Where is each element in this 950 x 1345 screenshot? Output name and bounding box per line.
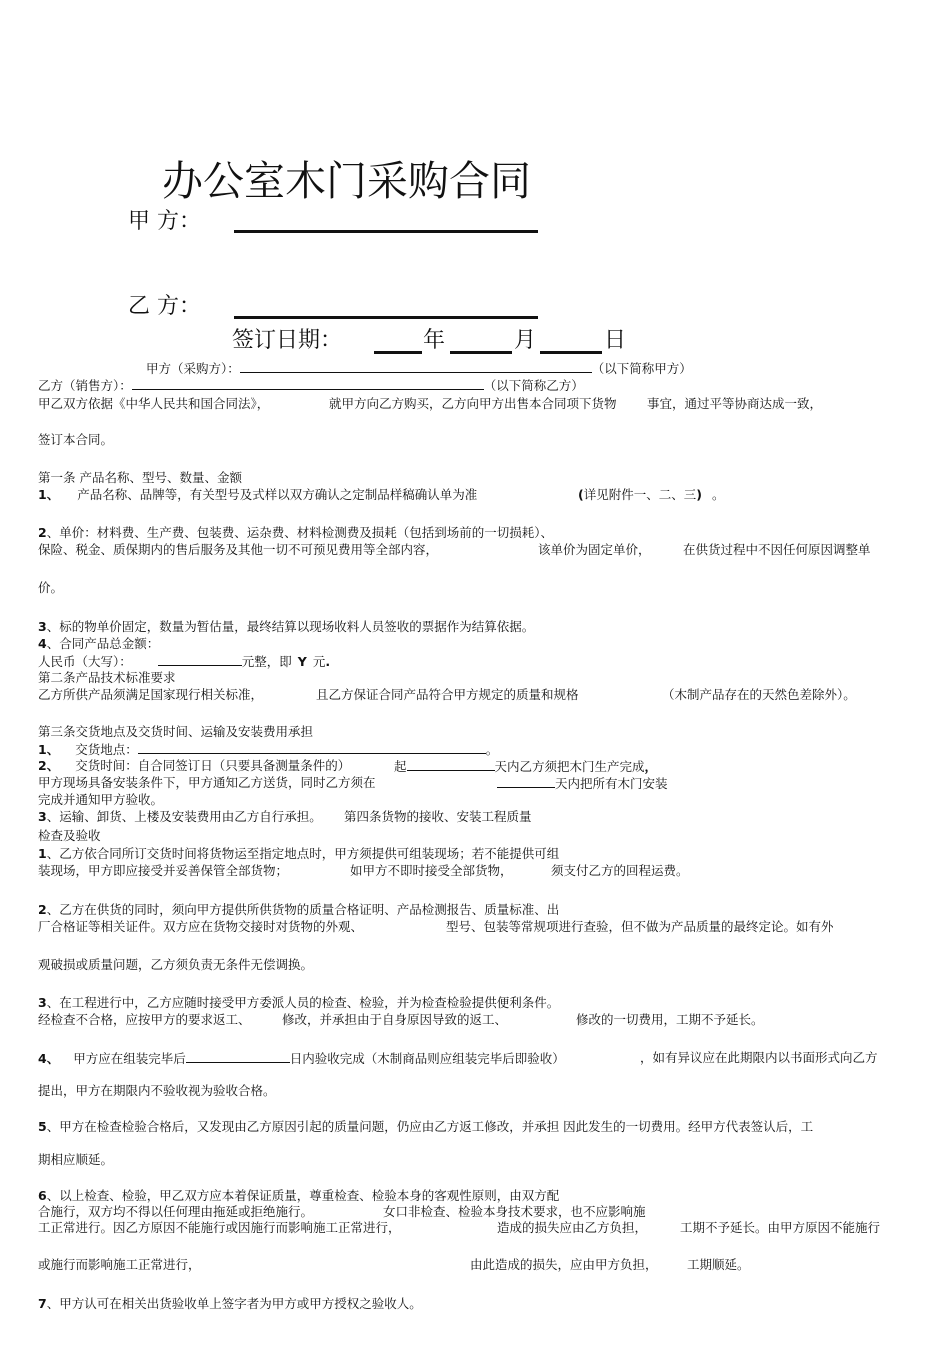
art4-p7-text: 、甲方认可在相关出货验收单上签字者为甲方或甲方授权之验收人。 [46,1296,422,1311]
art4-p2-line3: 观破损或质量问题，乙方须负责无条件无偿调换。 [38,957,314,972]
art1-p2-line2a: 保险、税金、质保期内的售后服务及其他一切不可预见费用等全部内容， [38,542,439,557]
production-days-field[interactable] [407,758,495,771]
art4-p5-num: 5 [38,1119,47,1134]
art4-p4-text-c: ，如有异议应在此期限内以书面形式向乙方 [640,1050,878,1065]
art4-p6-line2b: 女口非检查、检验本身技术要求，也不应影响施 [383,1204,646,1219]
year-label: 年 [423,328,446,353]
art4-p2 [38,902,559,918]
art2-text-a: 乙方所供产品须满足国家现行相关标准， [38,687,264,702]
art4-p2-text: 、乙方在供货的同时，须向甲方提供所供货物的质量合格证明、产品检测报告、质量标准、出 [46,902,560,917]
art1-p1-end: 。 [711,487,725,502]
art4-p6-num: 6 [38,1188,47,1203]
art3-p2-text-b: 起 [394,759,407,774]
art4-p1-line2a: 装现场，甲方即应接受并妥善保管全部货物； [38,863,289,878]
art1-ref-open: ( [578,487,584,502]
party-b-text: 乙方（销售方）： [38,378,132,393]
party-a-label: 甲 方： [128,209,201,234]
art1-p1 [38,487,477,503]
art3-p2-comma: ， [644,759,658,774]
art1-heading: 第一条 产品名称、型号、数量、金额 [38,470,242,485]
art1-p1-num: 1、 [38,487,60,502]
art4-p7 [38,1296,422,1312]
intro-party-a [146,360,692,377]
year-blank[interactable] [374,351,422,354]
art4-p3-line2b: 修改，并承担由于自身原因导致的返工、 [282,1012,508,1027]
art4-p2-num: 2 [38,902,47,917]
art4-p4-line2: 提出，甲方在期限内不验收视为验收合格。 [38,1083,276,1098]
day-label: 日 [604,328,627,353]
art4-heading: 第四条货物的接收、安装工程质量 [344,809,532,824]
art1-p1-text: 产品名称、品牌等，有关型号及式样以双方确认之定制品样稿确认单为准 [77,487,478,502]
intro-basis-1: 甲乙双方依据《中华人民共和国合同法》， [38,396,270,411]
art1-p2-line2c: 在供货过程中不因任何原因调整单 [683,542,871,557]
art3-p2-line2 [497,775,668,792]
art4-p1-num: 1 [38,846,47,861]
art4-p6-line2a: 合施行，双方均不得以任何理由拖延或拒绝施行。 [38,1204,314,1219]
art3-p2-text-c: 天内乙方须把木门生产完成 [494,759,645,774]
art3-p2-line2b: 天内把所有木门安装 [555,776,668,791]
art4-heading2: 检查及验收 [38,828,101,843]
art4-p3 [38,995,559,1011]
party-a-abbr: （以下简称甲方） [591,361,692,376]
yuan-zheng: 元整，即 [241,654,292,669]
art3-p2-text-a: 交货时间：自合同签订日（只要具备测量条件的） [75,758,351,773]
month-label: 月 [514,328,537,353]
party-a-name-field[interactable] [240,360,592,373]
art4-p6-text: 、以上检查、检验，甲乙双方应本着保证质量，尊重检查、检验本身的客观性原则，由双方配 [46,1188,560,1203]
art2-heading: 第二条产品技术标准要求 [38,670,176,685]
art4-p4 [38,1050,565,1067]
art1-rmb-line [38,653,330,670]
intro-party-b [38,377,584,394]
art3-p2-b [394,758,657,775]
art4-p6-line3b: 造成的损失应由乙方负担， [497,1220,648,1235]
art1-p1-ref [578,487,724,503]
rmb-amount-field[interactable] [158,653,242,666]
party-b-name-field[interactable] [132,377,484,390]
party-a-text: 甲方（采购方）： [146,361,240,376]
art4-p6-line4c: 工期顺延。 [687,1257,750,1272]
art3-p1-num: 1、 [38,742,60,757]
art3-heading: 第三条交货地点及交货时间、运输及安装费用承担 [38,724,314,739]
intro-basis-2: 就甲方向乙方购买，乙方向甲方出售本合同项下货物 [329,396,617,411]
acceptance-days-field[interactable] [186,1050,290,1063]
art4-p6-line3c: 工期不予延长。由甲方原因不能施行 [680,1220,881,1235]
party-b-header [128,292,201,322]
art1-ref-text: 详见附件一、二、三 [583,487,697,502]
day-blank[interactable] [540,351,602,354]
art3-p2-num: 2、 [38,758,60,773]
art4-p1 [38,846,559,862]
art4-p6 [38,1188,559,1204]
art4-p5-text: 、甲方在检查检验合格后，又发现由乙方原因引起的质量问题，仍应由乙方返工修改，并承担 因此发生的一切费用。经甲方代表签认后，工 [46,1119,814,1134]
art4-p4-text-b: 日内验收完成（木制商品则应组装完毕后即验收） [289,1051,565,1066]
art3-p3 [38,809,322,825]
art4-p6-line4b: 由此造成的损失，应由甲方负担， [470,1257,658,1272]
art1-p3-text: 、标的物单价固定，数量为暂估量，最终结算以现场收料人员签收的票据作为结算依据。 [46,619,535,634]
yuan-dot: . [325,654,331,669]
art4-p1-text: 、乙方依合同所订交货时间将货物运至指定地点时，甲方须提供可组装现场；若不能提供可组 [46,846,560,861]
art4-p3-line2c: 修改的一切费用，工期不予延长。 [576,1012,764,1027]
intro-basis-3: 事宜，通过平等协商达成一致， [647,396,823,411]
art1-p3-num: 3 [38,619,47,634]
art3-p1 [38,741,498,758]
art3-p3-text: 、运输、卸货、上楼及安装费用由乙方自行承担。 [46,809,322,824]
party-b-label: 乙 方： [128,294,201,319]
intro-basis-4: 签订本合同。 [38,432,114,447]
art2-text-b: 且乙方保证合同产品符合甲方规定的质量和规格 [316,687,579,702]
art3-p1-text: 交货地点： [75,742,138,757]
rmb-label: 人民币（大写）： [38,654,132,669]
party-b-blank[interactable] [234,316,538,319]
art3-p2-line3: 完成并通知甲方验收。 [38,792,164,807]
art4-p2-line2a: 厂合格证等相关证件。双方应在货物交接时对货物的外观、 [38,919,364,934]
art4-p6-line4a: 或施行而影响施工正常进行， [38,1257,201,1272]
art4-p1-line2c: 须支付乙方的回程运费。 [551,863,689,878]
install-days-field[interactable] [497,775,555,788]
art4-p1-line2b: 如甲方不即时接受全部货物， [350,863,513,878]
art1-p4-num: 4 [38,636,47,651]
art4-p6-line3a: 工正常进行。因乙方原因不能施行或因施行而影响施工正常进行， [38,1220,401,1235]
party-a-blank[interactable] [234,230,538,233]
art1-p2 [38,525,553,541]
art1-p4 [38,636,159,652]
art1-p2-num: 2 [38,525,47,540]
art4-p4-num: 4、 [38,1051,60,1066]
month-blank[interactable] [450,351,512,354]
art2-text-c: （木制产品存在的天然色差除外）。 [662,687,856,702]
art1-p2-line3: 价。 [38,580,64,595]
art3-p1-end: 。 [485,742,499,757]
art4-p5-line2: 期相应顺延。 [38,1152,114,1167]
art1-p2-text: 、单价：材料费、生产费、包装费、运杂费、材料检测费及损耗（包括到场前的一切损耗）、 [46,525,553,540]
art3-p3-num: 3 [38,809,47,824]
art3-p2 [38,758,350,774]
party-b-abbr: （以下简称乙方） [483,378,584,393]
delivery-location-field[interactable] [138,741,486,754]
art4-p4-text-a: 甲方应在组装完毕后 [73,1051,186,1066]
art4-p2-line2b: 型号、包装等常规项进行查验，但不做为产品质量的最终定论。如有外 [446,919,834,934]
party-a-header [128,207,201,237]
art4-p5 [38,1119,813,1135]
art1-p2-line2b: 该单价为固定单价， [538,542,651,557]
art1-p3 [38,619,534,635]
art3-p2-line2a: 甲方现场具备安装条件下，甲方通知乙方送货，同时乙方须在 [38,775,376,790]
yuan-label: 元 [312,654,326,669]
art4-p3-num: 3 [38,995,47,1010]
art1-p4-text: 、合同产品总金额： [46,636,160,651]
contract-title: 办公室木门采购合同 [162,157,531,205]
art4-p3-line2a: 经检查不合格，应按甲方的要求返工、 [38,1012,251,1027]
art4-p7-num: 7 [38,1296,47,1311]
sign-date-label: 签订日期： [232,328,343,353]
art1-ref-close: ) [696,487,702,502]
art4-p3-text: 、在工程进行中，乙方应随时接受甲方委派人员的检查、检验，并为检查检验提供便利条件。 [46,995,560,1010]
yen-symbol: Y [297,654,307,669]
